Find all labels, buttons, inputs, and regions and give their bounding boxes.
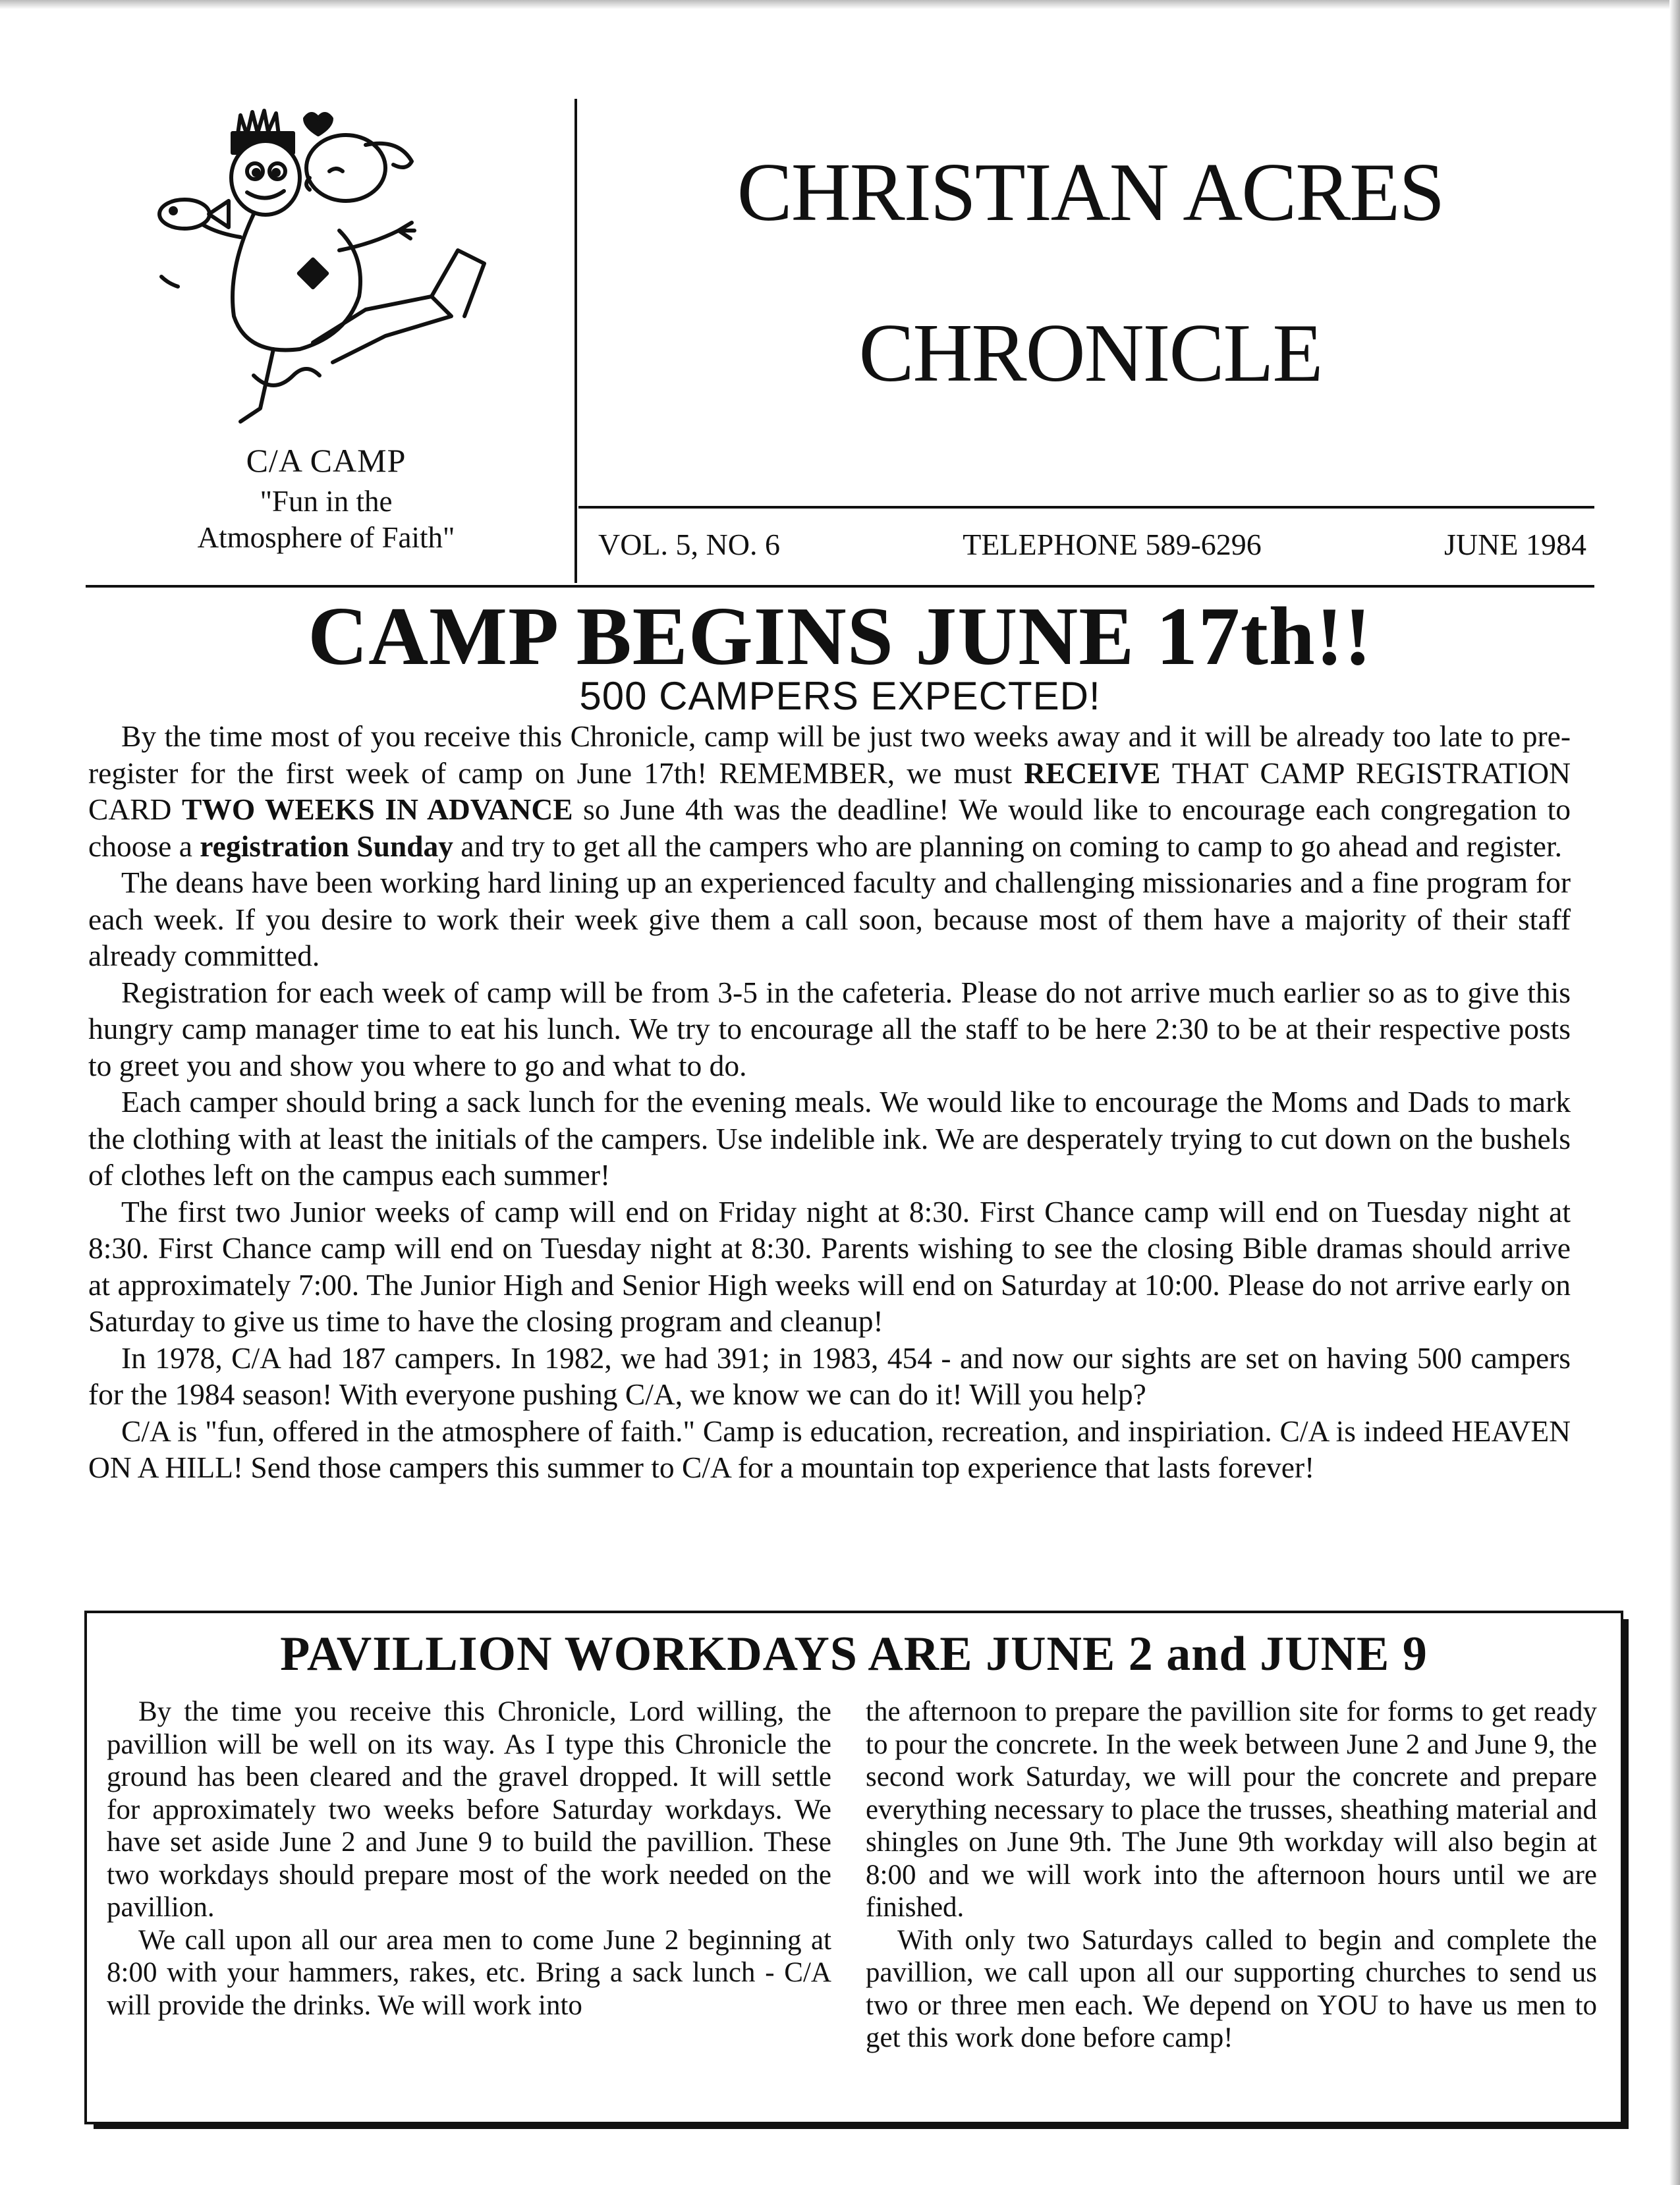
nameplate-rule — [578, 506, 1594, 509]
issue-date: JUNE 1984 — [1444, 528, 1586, 561]
article-paragraph: Registration for each week of camp will be from 3-5 in the cafeteria. Please do not arrive much earlier so as to give this hungry camp manager time to eat his lunch. We try to encourage all the staff to be here 2:30 to be at their respective posts to greet you and show you where to go and what to do. — [88, 975, 1571, 1082]
article-paragraph: Each camper should bring a sack lunch for the evening meals. We would like to encourage the Moms and Dads to mark the clothing with at least the initials of the campers. Use indelible ink. We are desperately trying to cut down on the bushels of clothes left on the campus each summer! — [88, 1085, 1571, 1192]
logo-title: C/A CAMP — [246, 442, 406, 479]
telephone: TELEPHONE 589-6296 — [963, 528, 1262, 561]
page-edge-top — [0, 0, 1680, 9]
masthead-bottom-rule — [86, 585, 1594, 588]
cartoon-camper-logo — [148, 99, 504, 435]
pavillion-paragraph: By the time you receive this Chronicle, Lord willing, the pavillion will be well on its way. As I type this Chronicle the ground has been cleared and the gravel dropped. It will settle for approximately two weeks before Saturday workdays. We have set aside June 2 and June 9 to build the pavillion. These two workdays should prepare most of the work needed on the pavillion. — [107, 1696, 831, 1923]
pavillion-paragraph: the afternoon to prepare the pavillion site for forms to get ready to pour the concrete. In the week between June 2 and June 9, the second work Saturday, we will pour the concrete and prepare everything necessary to place the trusses, sheathing material and shingles on June 9th. The June 9th workday will also begin at 8:00 and we will work into the afternoon hours until we are finished. — [866, 1696, 1597, 1923]
issue-info-line — [598, 527, 1586, 562]
masthead-divider — [574, 99, 577, 583]
article-paragraph: The deans have been working hard lining up an experienced faculty and challenging missionaries and a fine program for each week. If you desire to work their week give them a call soon, because most of them have a majority of their staff already committed. — [88, 866, 1571, 972]
logo-slogan-line1: "Fun in the — [260, 485, 393, 518]
sub-headline: 500 CAMPERS EXPECTED! — [579, 674, 1101, 718]
pavillion-paragraph: With only two Saturdays called to begin and complete the pavillion, we call upon all our supporting churches to send us two or three men each. We depend on YOU to have us men to get this work done before camp! — [866, 1924, 1597, 2053]
newsletter-nameplate — [586, 147, 1594, 399]
pavillion-box — [84, 1611, 1623, 2124]
article-paragraph: By the time most of you receive this Chronicle, camp will be just two weeks away and it will be already too late to pre-register for the first week of camp on June 17th! REMEMBER, we must RECEIVE THAT CAMP REGISTRATION CARD TWO WEEKS IN ADVANCE so June 4th was the deadline! We would like to encourage each congregation to choose a registration Sunday and try to get all the campers who are planning on coming to camp to go ahead and register. — [88, 719, 1571, 863]
camp-logo — [86, 99, 567, 586]
pavillion-column-left — [107, 1696, 831, 2022]
page-edge-right — [1669, 0, 1680, 2185]
nameplate-line2: CHRONICLE — [858, 308, 1322, 399]
logo-slogan-line2: Atmosphere of Faith" — [197, 521, 455, 554]
pavillion-paragraph: We call upon all our area men to come June 2 beginning at 8:00 with your hammers, rakes, etc. Bring a sack lunch - C/A will provide the drinks. We will work into — [107, 1924, 831, 2021]
nameplate-line1: CHRISTIAN ACRES — [737, 147, 1444, 238]
article-paragraph: In 1978, C/A had 187 campers. In 1982, we had 391; in 1983, 454 - and now our sights are set on having 500 campers for the 1984 season! With everyone pushing C/A, we know we can do it! Will you help? — [88, 1341, 1571, 1411]
main-headline: CAMP BEGINS JUNE 17th!! — [308, 591, 1372, 682]
pavillion-title: PAVILLION WORKDAYS ARE JUNE 2 and JUNE 9 — [280, 1627, 1428, 1681]
pavillion-column-right — [866, 1696, 1597, 2055]
volume-number: VOL. 5, NO. 6 — [598, 528, 780, 561]
article-paragraph: C/A is "fun, offered in the atmosphere of faith." Camp is education, recreation, and inspiriation. C/A is indeed HEAVEN ON A HILL! Send those campers this summer to C/A for a mountain top experience that lasts forever! — [88, 1414, 1571, 1484]
main-article — [88, 718, 1571, 1486]
masthead — [86, 99, 1594, 586]
article-paragraph: The first two Junior weeks of camp will end on Friday night at 8:30. First Chance camp will end on Tuesday night at 8:30. First Chance camp will end on Tuesday night at 8:30. Parents wishing to see the closing Bible dramas should arrive at approximately 7:00. The Junior High and Senior High weeks will end on Saturday at 10:00. Please do not arrive early on Saturday to give us time to have the closing program and cleanup! — [88, 1194, 1571, 1338]
